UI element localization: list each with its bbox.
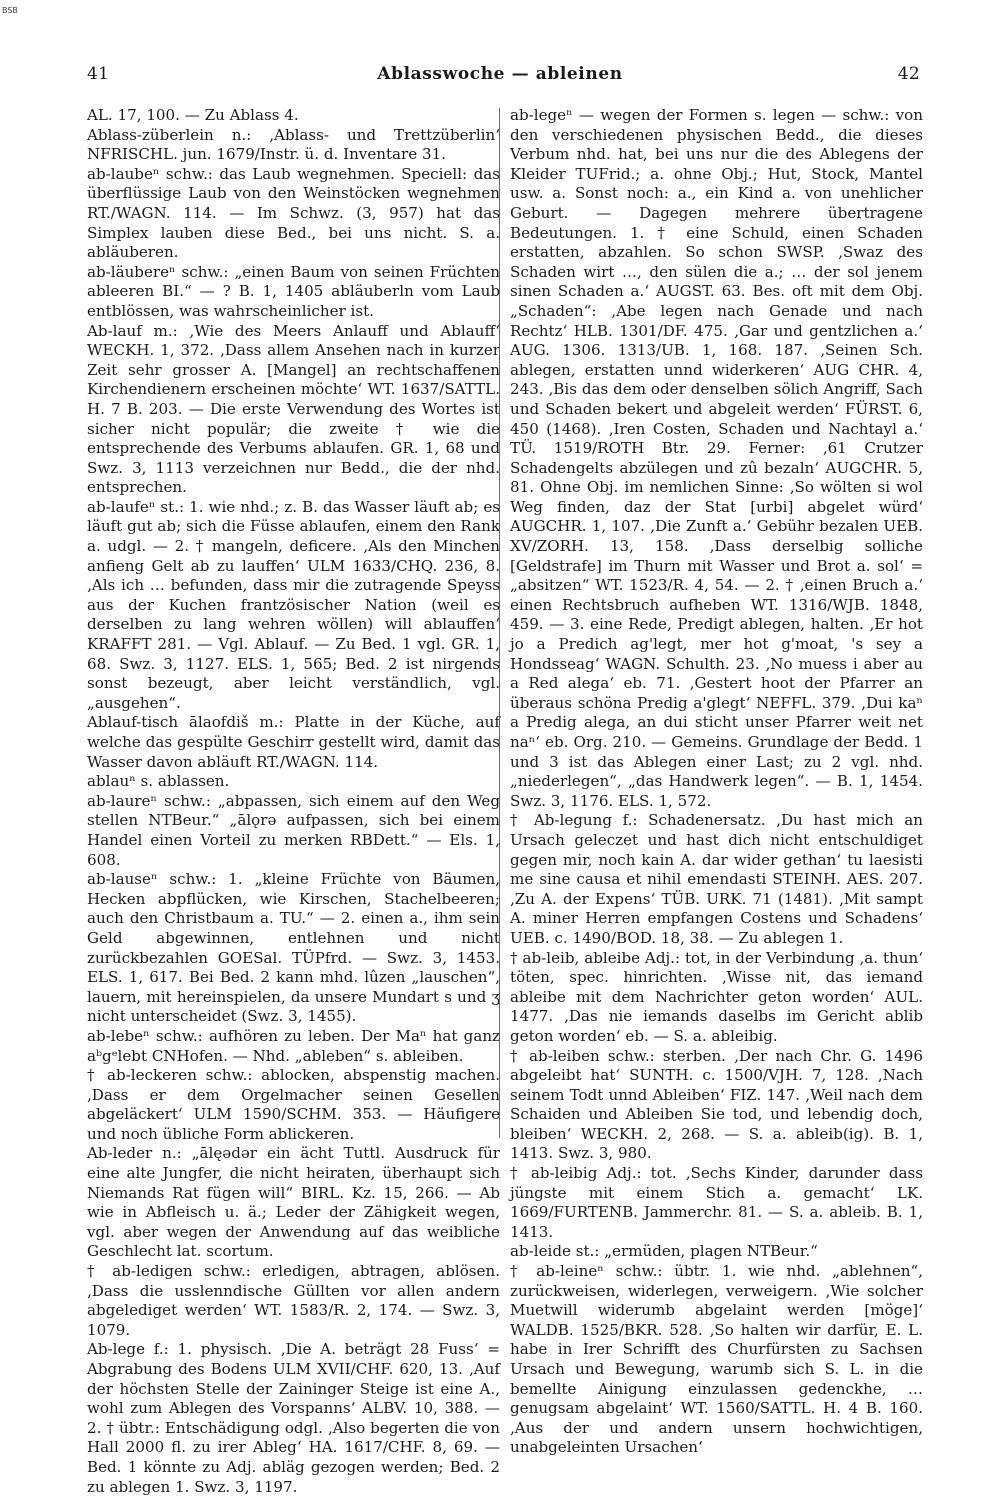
- page-number-right: 42: [897, 64, 920, 84]
- entry: ab-laufeⁿ st.: 1. wie nhd.; z. B. das Wasser läuft ab; es läuft gut ab; sich die Füsse ablaufen, einem den Rank a. udgl. — 2. † mangeln, deficere. ‚Als den Minchen anfieng Gelt ab zu lauffen‘ ULM 1633/CHQ. 236, 8. ‚Als ich … befunden, dass mir die zutragende Speyss aus der Kuchen frantzösischer Nation (weil es derselben zu lang wehren wöllen) will ablauffen‘ KRAFFT 281. — Vgl. Ablauf. — Zu Bed. 1 vgl. GR. 1, 68. Swz. 3, 1127. ELS. 1, 565; Bed. 2 ist nirgends sonst bezeugt, aber leicht verständlich, vgl. „ausgehen“.: [87, 497, 500, 712]
- entry: ab-legeⁿ — wegen der Formen s. legen — schw.: von den verschiedenen physischen Bedd., die dieses Verbum nhd. hat, bei uns nur die des Ablegens der Kleider TUFrid.; a. ohne Obj.; Hut, Stock, Mantel usw. a. Sonst noch: a., ein Kind a. von unehlicher Geburt. — Dagegen mehrere übertragene Bedeutungen. 1. † eine Schuld, einen Schaden erstatten, abzahlen. So schon SWSP. ‚Swaz des Schaden wirt …, den sülen die a.; … der sol jenem sinen Schaden a.‘ AUGST. 63. Bes. oft mit dem Obj. „Schaden“: ‚Abe legen nach Genade und nach Rechtz‘ HLB. 1301/DF. 475. ‚Gar und gentzlichen a.‘ AUG. 1306. 1313/UB. 1, 168. 187. ‚Seinen Sch. ablegen, erstatten unnd widerkeren‘ AUG CHR. 4, 243. ‚Bis das dem oder denselben sölich Angriff, Sach und Schaden bekert und abgeleit werden‘ FÜRST. 6, 450 (1468). ‚Iren Costen, Schaden und Nachtayl a.‘ TÜ. 1519/ROTH Btr. 29. Ferner: ‚61 Crutzer Schadengelts abzülegen und zû bezaln‘ AUGCHR. 5, 81. Ohne Obj. im nemlichen Sinne: ‚So wölten si wol Weg finden, daz der Stat [urbi] abgelet würd‘ AUGCHR. 1, 107. ‚Die Zunft a.‘ Gebühr bezalen UEB. XV/ZORH. 13, 158. ‚Dass derselbig solliche [Geldstrafe] im Thurn mit Wasser und Brot a. sol‘ = „absitzen“ WT. 1523/R. 4, 54. — 2. † ‚einen Bruch a.‘ einen Rechtsbruch aufheben WT. 1316/WJB. 1848, 459. — 3. eine Rede, Predigt ablegen, halten. ‚Er hot jo a Predich ag'legt, mer hot g'moat, 's sey a Hondsseag‘ WAGN. Schulth. 23. ‚No muess i aber au a Red alega‘ eb. 71. ‚Gestert hoot der Pfarrer an überaus schöna Predig a'glegt‘ NEFFL. 379. ‚Dui kaⁿ a Predig alega, an dui sticht unser Pfarrer weit net naⁿ‘ eb. Org. 210. — Gemeins. Grundlage der Bedd. 1 und 3 ist das Ablegen einer Last; zu 2 vgl. nhd. „niederlegen“, „das Handwerk legen“. — B. 1, 1454. Swz. 3, 1176. ELS. 1, 572.: [510, 106, 923, 810]
- entry: Ablauf-tisch ālaofdiš m.: Platte in der Küche, auf welche das gespülte Geschirr gestellt wird, damit das Wasser davon abläuft RT./WAGN. 114.: [87, 713, 500, 771]
- entry: ab-laubeⁿ schw.: das Laub wegnehmen. Speciell: das überflüssige Laub von den Weinstöcken wegnehmen RT./WAGN. 114. — Im Schwz. (3, 957) hat das Simplex lauben diese Bed., bei uns nicht. S. a. abläuberen.: [87, 164, 500, 262]
- column-divider: [499, 108, 500, 1138]
- entry: Ablass-züberlein n.: ‚Ablass- und Trettzüberlin‘ NFRISCHL. jun. 1679/Instr. ü. d. Inventare 31.: [87, 125, 500, 164]
- entry: Ab-lauf m.: ‚Wie des Meers Anlauff und Ablauff‘ WECKH. 1, 372. ‚Dass allem Ansehen nach in kurzer Zeit sehr grosser A. [Mangel] an rechtschaffenen Kirchendienern erscheinen möchte‘ WT. 1637/SATTL. H. 7 B. 203. — Die erste Verwendung des Wortes ist sicher nicht populär; die zweite † wie die entsprechende des Verbums ablaufen. GR. 1, 68 und Swz. 3, 1113 verzeichnen nur Bedd., die der nhd. entsprechen.: [87, 321, 500, 497]
- library-stamp: BSB: [2, 6, 18, 15]
- left-column: [87, 106, 500, 1497]
- entry: † ab-leib, ableibe Adj.: tot, in der Verbindung ‚a. thun‘ töten, spec. hinrichten. ‚Wisse nit, das iemand ableibe mit dem Nachrichter geton worden‘ AUL. 1477. ‚Das nie iemands daselbs im Gericht ablib geton worden‘ eb. — S. a. ableibig.: [510, 948, 923, 1045]
- entry: † ab-ledigen schw.: erledigen, abtragen, ablösen. ‚Dass die usslenndische Güllten vor allen andern abgelediget werden‘ WT. 1583/R. 2, 174. — Swz. 3, 1079.: [87, 1262, 500, 1339]
- running-title: Ablasswoche — ableinen: [377, 64, 623, 84]
- entry: Ab-leder n.: „ālęədər ein ächt Tuttl. Ausdruck für eine alte Jungfer, die nicht heiraten, überhaupt sich Niemands Rat fügen will“ BIRL. Kz. 15, 266. — Ab wie in Abfleisch u. ä.; Leder der Zähigkeit wegen, vgl. aber wegen der Anwendung auf das weibliche Geschlecht lat. scortum.: [87, 1144, 500, 1261]
- entry: † ab-leckeren schw.: ablocken, abspenstig machen. ‚Dass er dem Orgelmacher seinen Gesellen abgeläckert‘ ULM 1590/SCHM. 353. — Häufigere und noch übliche Form ablickeren.: [87, 1066, 500, 1143]
- entry: ab-leide st.: „ermüden, plagen NTBeur.“: [510, 1242, 818, 1261]
- entry: Ab-lege f.: 1. physisch. ‚Die A. beträgt 28 Fuss‘ = Abgrabung des Bodens ULM XVII/CHF. 620, 13. ‚Auf der höchsten Stelle der Zaininger Steige ist eine A., wohl zum Ablegen des Vorspanns‘ ALBV. 10, 388. — 2. † übtr.: Entschädigung odgl. ‚Also begerten die von Hall 2000 fl. zu irer Ableg‘ HA. 1617/CHF. 8, 69. — Bed. 1 könnte zu Adj. abläg gezogen werden; Bed. 2 zu ablegen 1. Swz. 3, 1197.: [87, 1340, 500, 1496]
- entry: ab-lauseⁿ schw.: 1. „kleine Früchte von Bäumen, Hecken abpflücken, wie Kirschen, Stachelbeeren; auch den Christbaum a. TU.“ — 2. einen a., ihm sein Geld abgewinnen, entlehnen und nicht zurückbezahlen GOESal. TÜPfrd. — Swz. 3, 1453. ELS. 1, 617. Bei Bed. 2 kann mhd. lûzen „lauschen“, lauern, mit hereinspielen, da unsere Mundart s und ʒ nicht unterscheidet (Swz. 3, 1455).: [87, 870, 500, 1026]
- page-number-left: 41: [87, 64, 110, 84]
- entry: ab-läubereⁿ schw.: „einen Baum von seinen Früchten ableeren BI.“ — ? B. 1, 1405 abläuberln vom Laub entblössen, was wahrscheinlicher ist.: [87, 262, 500, 320]
- entry: ab-laureⁿ schw.: „abpassen, sich einem auf den Weg stellen NTBeur.“ „ālǫrə aufpassen, sich bei einem Handel einen Vorteil zu merken RBDett.“ — Els. 1, 608.: [87, 791, 500, 869]
- entry: † ab-leibig Adj.: tot. ‚Sechs Kinder, darunder dass jüngste mit einem Stich a. gemacht‘ LK. 1669/FURTENB. Jammerchr. 81. — S. a. ableib. B. 1, 1413.: [510, 1164, 923, 1241]
- entry: † ab-leiben schw.: sterben. ‚Der nach Chr. G. 1496 abgeleibt hat‘ SUNTH. c. 1500/VJH. 7, 128. ‚Nach seinem Todt unnd Ableiben‘ FIZ. 147. ‚Weil nach dem Schaiden und Ableiben Sie tod, und lebendig doch, bleiben‘ WECKH. 2, 268. — S. a. ableib(ig). B. 1, 1413. Swz. 3, 980.: [510, 1046, 923, 1163]
- entry: AL. 17, 100. — Zu Ablass 4.: [87, 106, 299, 124]
- page-header: [78, 62, 922, 88]
- entry: † ab-leineⁿ schw.: übtr. 1. wie nhd. „ablehnen“, zurückweisen, widerlegen, verweigern. ‚Wie solcher Muetwill widerumb abgelaint werden [möge]‘ WALDB. 1525/BKR. 528. ‚So halten wir darfür, E. L. habe in Irer Schrifft des Churfürsten zu Sachsen Ursach und Bewegung, warumb sich S. L. in die bemellte Ainigung einzulassen gedenckhe, … genugsam abgelaint‘ WT. 1560/SATTL. H. 4 B. 160. ‚Aus der und andern unsern hochwichtigen, unabgeleinten Ursachen‘: [510, 1262, 923, 1457]
- right-column: [510, 106, 923, 1458]
- entry: ab-lebeⁿ schw.: aufhören zu leben. Der Maⁿ hat ganz aᵇgᵉlebt CNHofen. — Nhd. „ableben“ s. ableiben.: [87, 1026, 500, 1065]
- entry: ablauⁿ s. ablassen.: [87, 772, 230, 791]
- entry: † Ab-legung f.: Schadenersatz. ‚Du hast mich an Ursach geleczet und hast dich nicht entschuldiget gegen mir, noch kain A. dar wider gethan‘ tu laesisti me sine causa et nihil emendasti STEINH. AES. 207. ‚Zu A. der Expens‘ TÜB. URK. 71 (1481). ‚Mit sampt A. miner Herren empfangen Costens und Schadens‘ UEB. c. 1490/BOD. 18, 38. — Zu ablegen 1.: [510, 811, 923, 947]
